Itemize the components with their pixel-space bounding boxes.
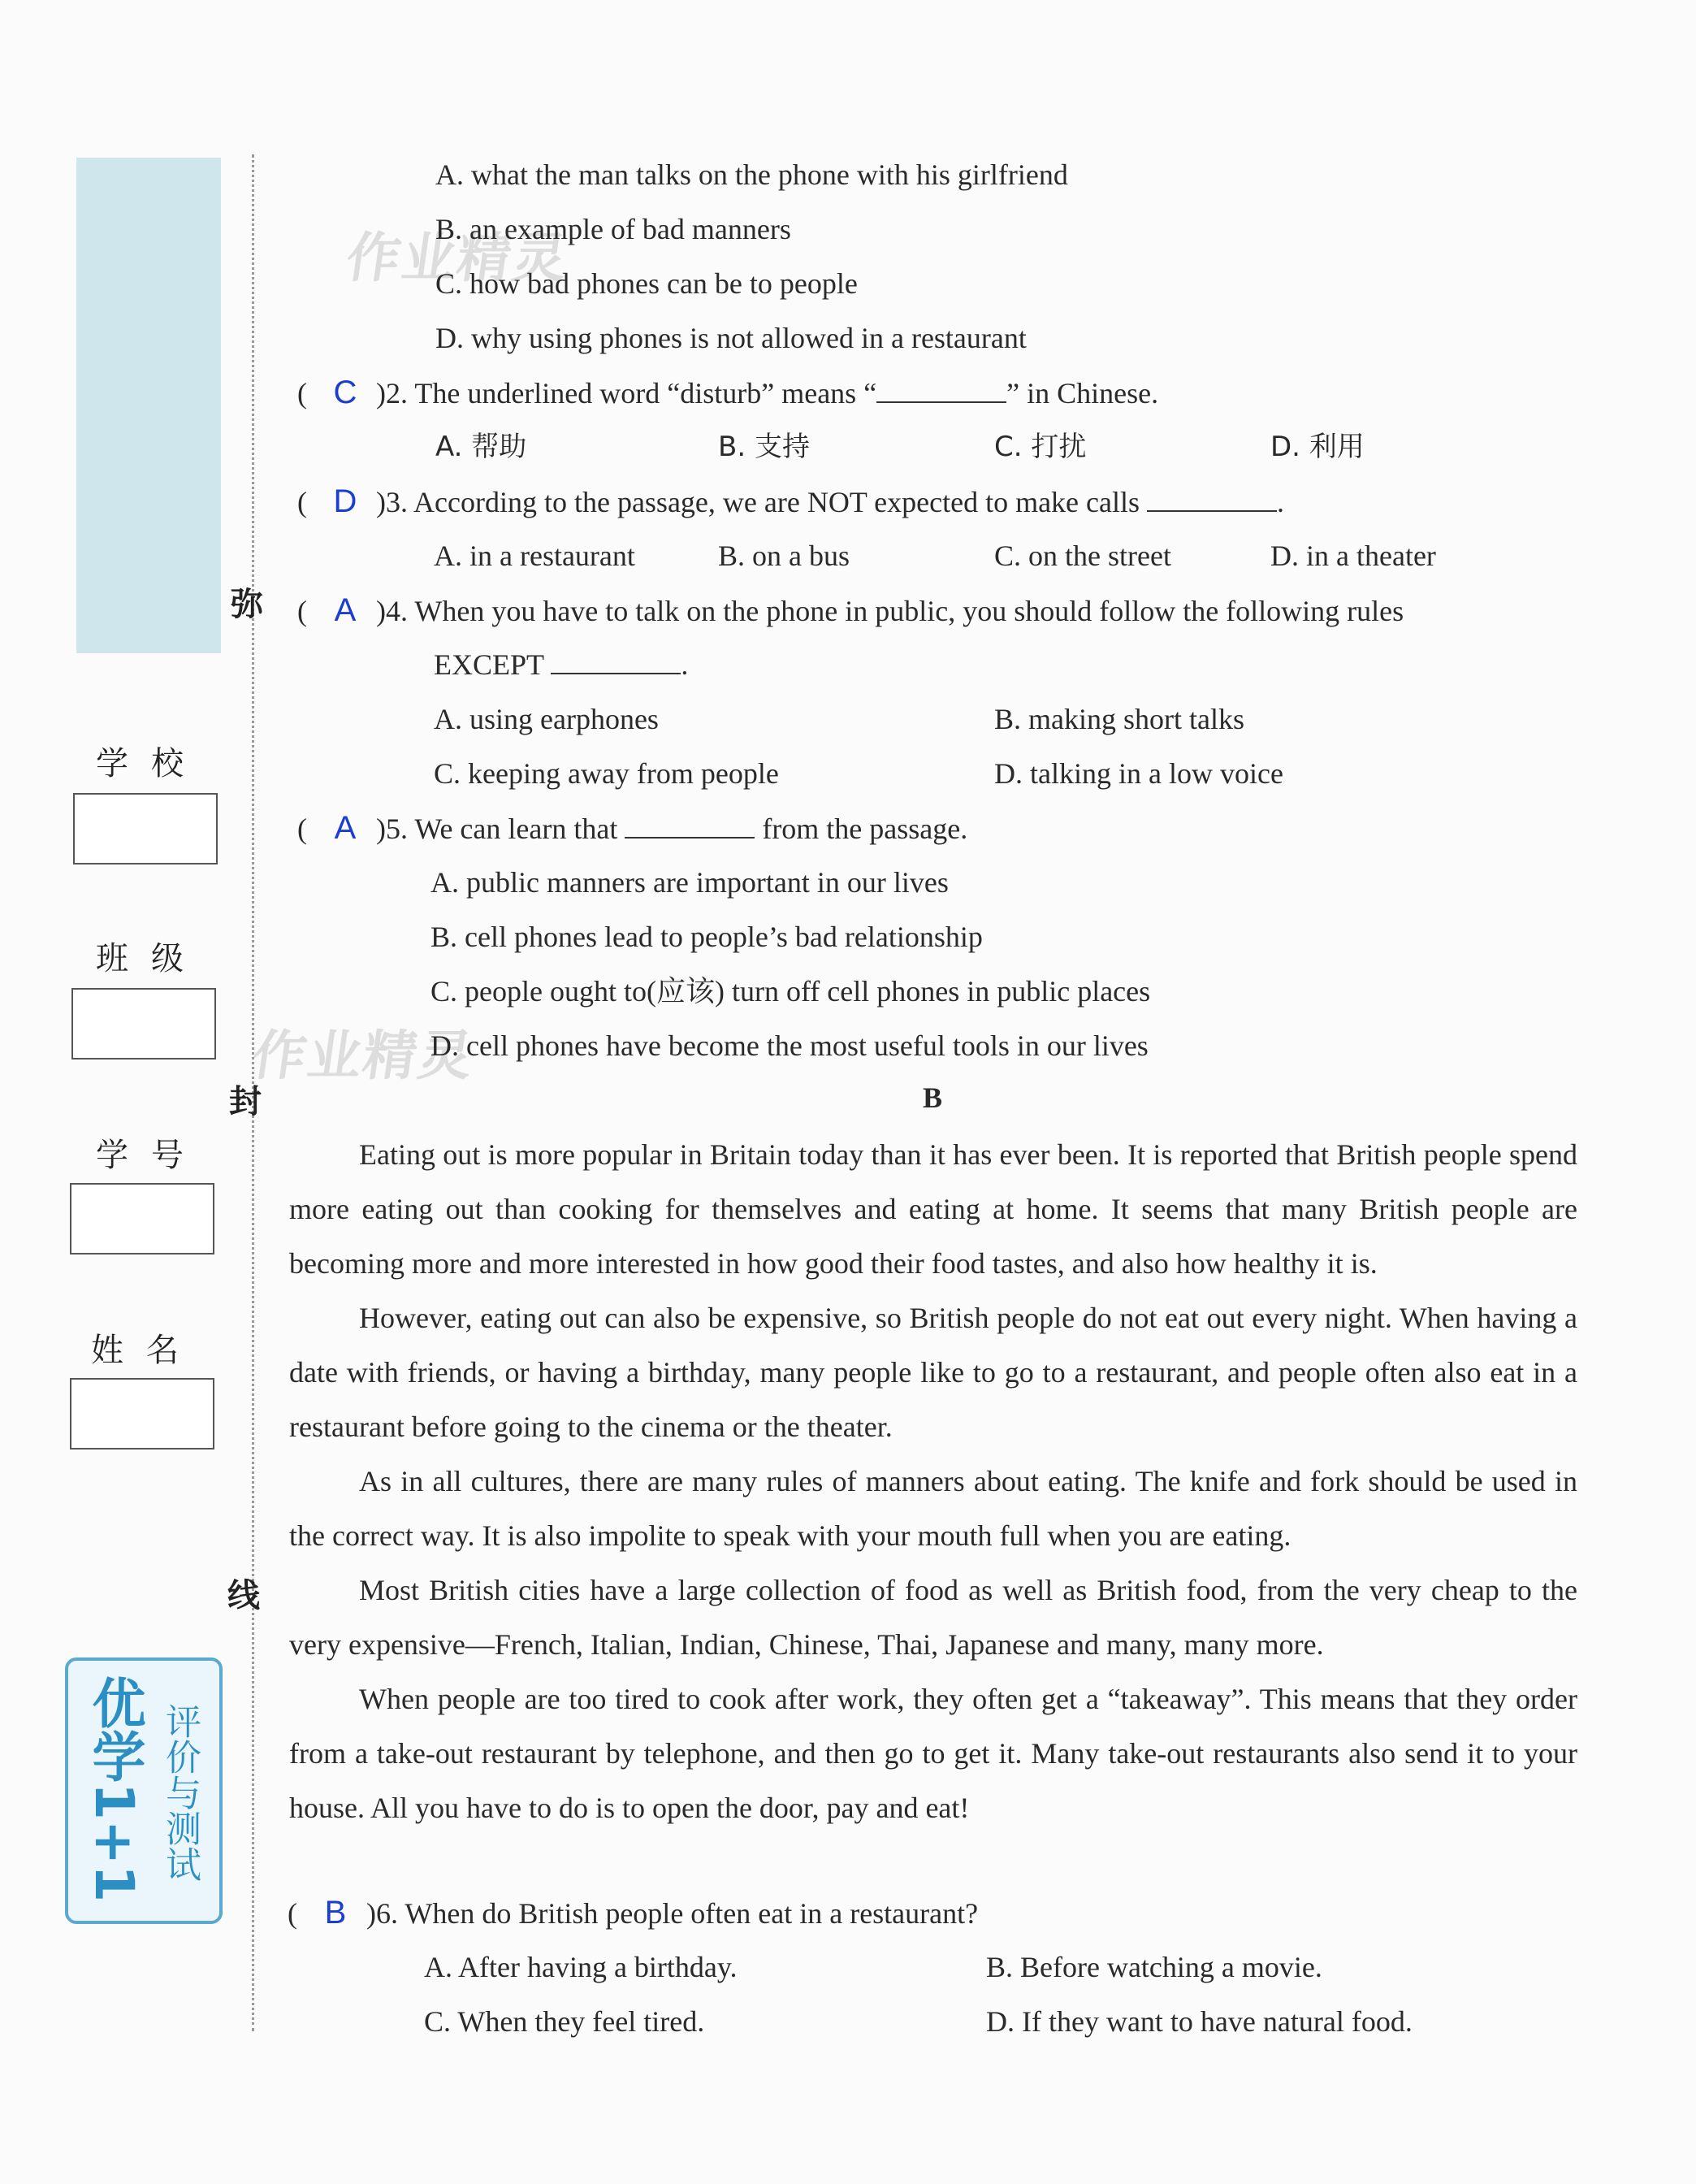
q4-stem: ( A )4. When you have to talk on the phone in public, you should follow the following rules [297,592,1404,628]
name-label: 姓名 [91,1332,201,1369]
q3-blank [1147,486,1277,512]
section-b-heading: B [923,1081,943,1114]
publisher-logo [65,1658,223,1924]
watermark-top: 作业精灵 [342,227,573,289]
q3-option-b: B. on a bus [718,540,850,572]
q4-blank [551,648,681,674]
q6-text: When do British people often eat in a restaurant? [405,1897,979,1930]
passage-paragraph-3: As in all cultures, there are many rules of manners about eating. The knife and fork should be used in the correct way. It is also impolite to speak with your mouth full when you are eating. [289,1465,1577,1552]
q3-text: According to the passage, we are NOT expected to make calls [413,486,1140,518]
q4-stem-line2: EXCEPT . [434,648,689,681]
q5-answer: A [334,810,357,846]
section-b-passage [289,1128,1577,1835]
q5-option-d: D. cell phones have become the most useful tools in our lives [430,1029,1149,1062]
passage-paragraph-1: Eating out is more popular in Britain today than it has ever been. It is reported that British people spend more eating out than cooking for themselves and eating at home. It seems that many British people are becoming more and more interested in how good their food tastes, and also how healthy it is. [289,1138,1577,1280]
passage-paragraph-4: Most British cities have a large collection of food as well as British food, from the very cheap to the very expensive—French, Italian, Indian, Chinese, Thai, Japanese and many, many more. [289,1574,1577,1661]
q6-answer: B [324,1895,347,1930]
q5-number: )5. [376,812,408,845]
logo-sub-text: 评价与测试 [159,1703,201,1882]
q5-blank [625,812,755,838]
logo-main-text: 优学1+1 [83,1675,145,1903]
q5-text-after: from the passage. [762,812,968,845]
q1-option-b: B. an example of bad manners [435,213,791,245]
q4-option-d: D. talking in a low voice [994,757,1283,790]
q3-option-a: A. in a restaurant [434,540,635,572]
q2-text-after: ” in Chinese. [1006,377,1159,410]
q6-option-d: D. If they want to have natural food. [986,2005,1413,2038]
q6-option-b: B. Before watching a movie. [986,1951,1322,1983]
student-number-input-box[interactable] [70,1183,214,1254]
q3-option-d: D. in a theater [1270,540,1436,572]
watermark-middle: 作业精灵 [248,1025,478,1087]
q3-answer: D [333,483,357,519]
passage-paragraph-5: When people are too tired to cook after work, they often get a “takeaway”. This means that they order from a take-out restaurant by telephone, and then go to get it. Many take-out restaurants also send it to your house. All you have to do is to open the door, pay and eat! [289,1683,1577,1824]
q2-stem: ( C )2. The underlined word “disturb” means “ ” in Chinese. [297,375,1159,410]
q2-option-a: A. 帮助 [435,431,527,463]
q2-answer: C [333,375,357,410]
q5-text-before: We can learn that [414,812,618,845]
class-label: 班级 [96,940,206,977]
q4-option-c: C. keeping away from people [434,757,779,790]
seal-char-mi: 弥 [231,586,263,623]
q2-option-c: C. 打扰 [994,431,1087,463]
q6-option-c: C. When they feel tired. [424,2005,705,2038]
q5-option-a: A. public manners are important in our lives [430,866,949,899]
q2-blank [876,377,1006,403]
seal-char-xian: 线 [227,1577,260,1614]
q2-option-d: D. 利用 [1270,431,1365,463]
school-label: 学校 [96,745,206,782]
q1-option-c: C. how bad phones can be to people [435,267,858,300]
q5-option-b: B. cell phones lead to people’s bad relationship [430,921,983,953]
q2-text-before: The underlined word “disturb” means “ [414,377,877,410]
q6-number: )6. [366,1897,398,1930]
q2-number: )2. [376,377,408,410]
passage-paragraph-2: However, eating out can also be expensive, so British people do not eat out every night. When having a date with friends, or having a birthday, many people like to go to a restaurant, and people often also eat in a restaurant before going to the cinema or the theater. [289,1302,1577,1443]
q1-option-a: A. what the man talks on the phone with his girlfriend [435,158,1068,191]
q5-option-c: C. people ought to(应该) turn off cell phones in public places [430,975,1151,1008]
q3-option-c: C. on the street [994,540,1171,572]
q4-answer: A [334,592,357,628]
q5-stem: ( A )5. We can learn that from the passage. [297,810,968,846]
q2-option-b: B. 支持 [718,431,810,463]
class-input-box[interactable] [71,988,216,1060]
sidebar-color-band [76,158,221,653]
seal-char-feng: 封 [229,1083,262,1120]
q6-stem: ( B )6. When do British people often eat in a restaurant? [288,1895,979,1930]
q6-option-a: A. After having a birthday. [424,1951,738,1983]
q4-option-b: B. making short talks [994,703,1244,735]
q4-number: )4. [376,595,408,627]
q4-text: When you have to talk on the phone in public, you should follow the following rules [414,595,1404,627]
student-number-label: 学号 [96,1137,206,1174]
school-input-box[interactable] [73,793,218,864]
q3-stem: ( D )3. According to the passage, we are NOT expected to make calls . [297,483,1285,519]
q1-option-d: D. why using phones is not allowed in a restaurant [435,322,1027,354]
name-input-box[interactable] [70,1378,214,1450]
q4-option-a: A. using earphones [434,703,659,735]
q3-number: )3. [376,486,408,518]
